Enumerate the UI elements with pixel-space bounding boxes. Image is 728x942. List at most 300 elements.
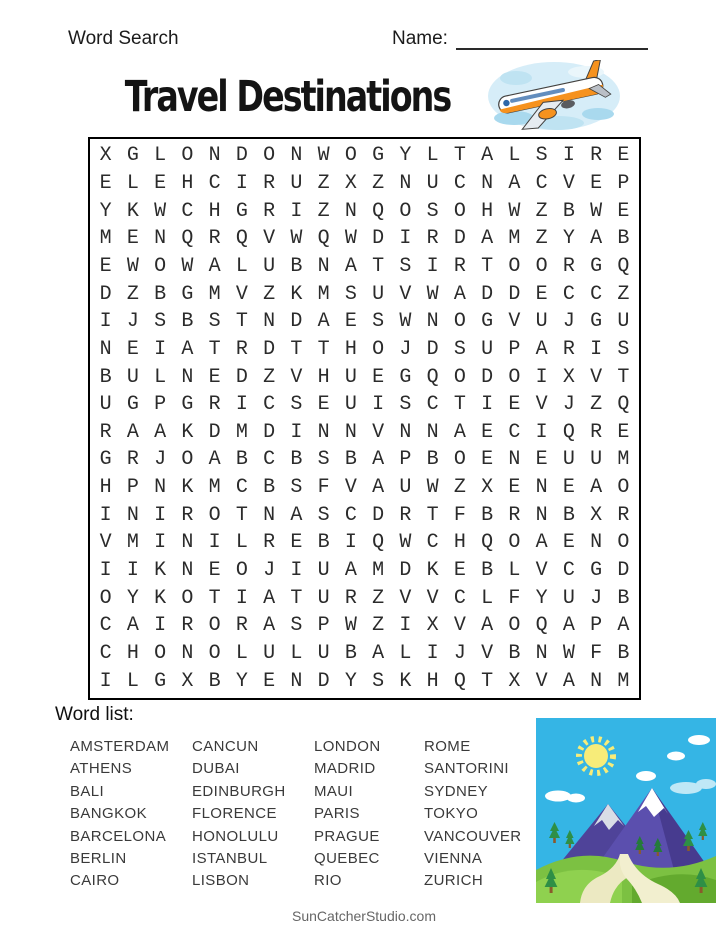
grid-letter: A	[344, 559, 357, 583]
grid-letter: C	[344, 503, 357, 527]
grid-letter: U	[263, 254, 276, 278]
grid-letter: N	[399, 171, 412, 195]
grid-letter: O	[344, 144, 357, 168]
grid-letter: H	[99, 476, 112, 500]
grid-letter: E	[317, 393, 330, 417]
grid-letter: C	[208, 171, 221, 195]
grid-letter: K	[399, 669, 412, 693]
worksheet-type-label: Word Search	[68, 28, 179, 49]
grid-letter: B	[344, 642, 357, 666]
grid-letter: N	[590, 531, 603, 555]
grid-letter: U	[263, 642, 276, 666]
grid-letter: C	[562, 282, 575, 306]
word-list-item: CANCUN	[192, 738, 259, 755]
grid-letter: O	[208, 614, 221, 638]
grid-letter: A	[372, 642, 385, 666]
grid-letter: A	[535, 337, 548, 361]
grid-letter: N	[181, 531, 194, 555]
word-list-item: MAUI	[314, 782, 354, 800]
grid-letter: E	[617, 199, 630, 223]
word-list-item: HONOLULU	[192, 827, 279, 845]
grid-letter: Q	[426, 365, 439, 389]
grid-letter: S	[617, 337, 630, 361]
grid-letter: W	[562, 642, 575, 666]
grid-letter: M	[208, 476, 221, 500]
grid-letter: J	[562, 393, 575, 417]
grid-letter: N	[426, 420, 439, 444]
grid-letter: F	[508, 586, 521, 610]
grid-letter: N	[317, 420, 330, 444]
grid-letter: N	[344, 199, 357, 223]
grid-letter: D	[317, 669, 330, 693]
grid-letter: E	[208, 559, 221, 583]
grid-letter: U	[344, 393, 357, 417]
grid-letter: R	[263, 171, 276, 195]
grid-letter: V	[535, 559, 548, 583]
grid-letter: B	[181, 310, 194, 334]
grid-letter: I	[399, 614, 412, 638]
grid-letter: M	[617, 448, 630, 472]
grid-letter: Z	[126, 282, 139, 306]
grid-letter: V	[372, 420, 385, 444]
grid-letter: J	[263, 559, 276, 583]
grid-letter: L	[154, 365, 167, 389]
grid-letter: V	[535, 393, 548, 417]
grid-letter: Z	[317, 171, 330, 195]
grid-letter: O	[181, 586, 194, 610]
grid-letter: S	[290, 476, 303, 500]
grid-letter: B	[154, 282, 167, 306]
grid-letter: C	[263, 448, 276, 472]
grid-letter: S	[344, 282, 357, 306]
mountain-landscape-illustration	[536, 718, 716, 903]
grid-letter: I	[562, 144, 575, 168]
word-list-item: SANTORINI	[424, 760, 510, 778]
grid-letter: H	[317, 365, 330, 389]
word-list-column	[70, 736, 169, 893]
letter-grid	[88, 137, 641, 700]
grid-letter: H	[344, 337, 357, 361]
grid-letter: W	[344, 227, 357, 251]
grid-letter: F	[590, 642, 603, 666]
grid-letter: V	[290, 365, 303, 389]
grid-letter: Q	[372, 199, 385, 223]
grid-letter: N	[426, 310, 439, 334]
grid-letter: N	[535, 503, 548, 527]
grid-letter: E	[562, 531, 575, 555]
grid-letter: N	[535, 476, 548, 500]
grid-letter: L	[426, 144, 439, 168]
grid-letter: R	[426, 227, 439, 251]
grid-letter: O	[99, 586, 112, 610]
grid-letter: C	[508, 420, 521, 444]
grid-letter: K	[181, 420, 194, 444]
grid-letter: X	[481, 476, 494, 500]
grid-letter: O	[263, 144, 276, 168]
grid-letter: Z	[372, 614, 385, 638]
grid-letter: W	[181, 254, 194, 278]
grid-letter: S	[208, 310, 221, 334]
grid-letter: V	[562, 171, 575, 195]
grid-letter: A	[290, 503, 303, 527]
grid-letter: Z	[453, 476, 466, 500]
grid-letter: C	[181, 199, 194, 223]
grid-letter: T	[453, 393, 466, 417]
grid-letter: E	[481, 420, 494, 444]
grid-letter: O	[453, 365, 466, 389]
grid-letter: B	[426, 448, 439, 472]
grid-letter: W	[154, 199, 167, 223]
grid-letter: I	[344, 531, 357, 555]
grid-letter: D	[481, 282, 494, 306]
grid-letter: Q	[481, 531, 494, 555]
grid-letter: V	[344, 476, 357, 500]
grid-letter: C	[235, 476, 248, 500]
grid-letter: O	[235, 559, 248, 583]
grid-letter: U	[317, 559, 330, 583]
grid-letter: T	[235, 503, 248, 527]
grid-letter: T	[481, 669, 494, 693]
grid-letter: H	[208, 199, 221, 223]
grid-letter: I	[426, 254, 439, 278]
grid-letter: R	[263, 531, 276, 555]
word-list-item: EDINBURGH	[192, 782, 286, 800]
word-list-item: LISBON	[192, 872, 250, 890]
grid-letter: W	[344, 614, 357, 638]
word-list-item: TOKYO	[424, 805, 479, 823]
grid-letter: C	[426, 393, 439, 417]
grid-letter: O	[508, 614, 521, 638]
grid-letter: R	[181, 614, 194, 638]
grid-letter: B	[562, 199, 575, 223]
grid-letter: U	[372, 282, 385, 306]
grid-letter: W	[426, 282, 439, 306]
word-list-item: PRAGUE	[314, 827, 380, 845]
grid-letter: A	[181, 337, 194, 361]
grid-letter: O	[535, 254, 548, 278]
grid-letter: I	[99, 669, 112, 693]
word-list-heading: Word list:	[55, 704, 134, 725]
grid-letter: V	[99, 531, 112, 555]
grid-letter: R	[562, 337, 575, 361]
grid-letter: B	[344, 448, 357, 472]
grid-letter: N	[317, 254, 330, 278]
word-list-item: ISTANBUL	[192, 850, 268, 868]
grid-letter: D	[372, 227, 385, 251]
grid-letter: X	[590, 503, 603, 527]
grid-letter: C	[99, 614, 112, 638]
grid-letter: G	[590, 310, 603, 334]
grid-letter: T	[290, 586, 303, 610]
grid-letter: P	[617, 171, 630, 195]
footer-credit: SunCatcherStudio.com	[292, 908, 436, 924]
grid-letter: Z	[372, 171, 385, 195]
grid-letter: E	[126, 227, 139, 251]
word-list-column	[192, 736, 286, 893]
name-blank-line	[456, 30, 648, 50]
grid-letter: D	[263, 420, 276, 444]
grid-letter: C	[453, 586, 466, 610]
grid-letter: D	[235, 144, 248, 168]
word-list-column	[424, 736, 522, 893]
grid-letter: Z	[535, 227, 548, 251]
grid-letter: B	[617, 227, 630, 251]
grid-letter: V	[481, 642, 494, 666]
grid-letter: N	[154, 476, 167, 500]
grid-letter: C	[99, 642, 112, 666]
grid-letter: X	[562, 365, 575, 389]
grid-letter: K	[290, 282, 303, 306]
grid-letter: U	[562, 448, 575, 472]
grid-letter: O	[154, 642, 167, 666]
grid-letter: T	[208, 337, 221, 361]
grid-letter: A	[208, 254, 221, 278]
grid-letter: S	[426, 199, 439, 223]
grid-letter: V	[263, 227, 276, 251]
grid-letter: M	[372, 559, 385, 583]
grid-letter: U	[590, 448, 603, 472]
grid-letter: B	[317, 531, 330, 555]
grid-letter: D	[290, 310, 303, 334]
grid-letter: U	[562, 586, 575, 610]
grid-letter: Z	[263, 282, 276, 306]
grid-letter: S	[290, 393, 303, 417]
word-list-item: ZURICH	[424, 872, 484, 890]
grid-letter: B	[481, 503, 494, 527]
word-list-item: SYDNEY	[424, 782, 489, 800]
grid-letter: O	[508, 254, 521, 278]
grid-letter: E	[99, 171, 112, 195]
grid-letter: N	[481, 171, 494, 195]
grid-letter: N	[290, 669, 303, 693]
grid-letter: H	[126, 642, 139, 666]
grid-letter: B	[617, 586, 630, 610]
grid-letter: E	[508, 393, 521, 417]
grid-letter: E	[208, 365, 221, 389]
grid-letter: Y	[99, 199, 112, 223]
grid-letter: T	[372, 254, 385, 278]
grid-letter: P	[317, 614, 330, 638]
grid-letter: D	[372, 503, 385, 527]
grid-letter: A	[481, 614, 494, 638]
grid-letter: G	[481, 310, 494, 334]
grid-letter: N	[181, 365, 194, 389]
word-list-item: BERLIN	[70, 850, 127, 868]
grid-letter: Q	[617, 393, 630, 417]
grid-letter: J	[590, 586, 603, 610]
grid-letter: X	[344, 171, 357, 195]
grid-letter: S	[535, 144, 548, 168]
grid-letter: X	[426, 614, 439, 638]
grid-letter: L	[235, 254, 248, 278]
grid-letter: T	[426, 503, 439, 527]
grid-letter: A	[372, 448, 385, 472]
grid-letter: I	[99, 559, 112, 583]
grid-letter: D	[508, 282, 521, 306]
grid-letter: D	[263, 337, 276, 361]
grid-letter: A	[154, 420, 167, 444]
word-list-column	[314, 736, 381, 893]
grid-letter: A	[126, 614, 139, 638]
grid-letter: Q	[372, 531, 385, 555]
grid-letter: N	[290, 144, 303, 168]
grid-letter: I	[426, 642, 439, 666]
grid-letter: V	[508, 310, 521, 334]
grid-letter: J	[154, 448, 167, 472]
grid-letter: S	[372, 310, 385, 334]
grid-letter: E	[372, 365, 385, 389]
word-list-item: FLORENCE	[192, 805, 277, 823]
grid-letter: G	[399, 365, 412, 389]
grid-letter: W	[290, 227, 303, 251]
grid-letter: A	[508, 171, 521, 195]
grid-letter: O	[154, 254, 167, 278]
grid-letter: G	[126, 144, 139, 168]
grid-letter: M	[235, 420, 248, 444]
grid-letter: Q	[181, 227, 194, 251]
grid-letter: Y	[399, 144, 412, 168]
grid-letter: O	[372, 337, 385, 361]
grid-letter: T	[317, 337, 330, 361]
word-list-item: AMSTERDAM	[70, 738, 170, 755]
grid-letter: R	[181, 503, 194, 527]
grid-letter: A	[263, 586, 276, 610]
grid-letter: N	[181, 642, 194, 666]
grid-letter: Y	[344, 669, 357, 693]
grid-letter: R	[562, 254, 575, 278]
grid-letter: E	[535, 448, 548, 472]
grid-letter: W	[399, 531, 412, 555]
grid-letter: O	[181, 448, 194, 472]
grid-letter: R	[617, 503, 630, 527]
grid-letter: R	[263, 199, 276, 223]
grid-letter: I	[290, 559, 303, 583]
grid-letter: E	[617, 144, 630, 168]
grid-letter: E	[590, 171, 603, 195]
grid-letter: O	[508, 531, 521, 555]
page-title: Travel Destinations	[124, 72, 451, 122]
grid-letter: U	[126, 365, 139, 389]
grid-letter: B	[562, 503, 575, 527]
grid-letter: G	[154, 669, 167, 693]
grid-letter: L	[508, 559, 521, 583]
grid-letter: T	[235, 310, 248, 334]
grid-letter: W	[590, 199, 603, 223]
grid-letter: D	[399, 559, 412, 583]
grid-letter: R	[235, 614, 248, 638]
grid-letter: Z	[317, 199, 330, 223]
word-list-item: ROME	[424, 738, 471, 755]
grid-letter: U	[399, 476, 412, 500]
grid-letter: L	[235, 642, 248, 666]
grid-letter: N	[263, 503, 276, 527]
grid-letter: X	[99, 144, 112, 168]
grid-letter: B	[508, 642, 521, 666]
grid-letter: R	[208, 227, 221, 251]
grid-letter: T	[481, 254, 494, 278]
grid-letter: A	[453, 282, 466, 306]
grid-letter: I	[99, 310, 112, 334]
grid-letter: H	[181, 171, 194, 195]
grid-letter: M	[508, 227, 521, 251]
grid-letter: T	[290, 337, 303, 361]
grid-letter: L	[126, 171, 139, 195]
grid-letter: Z	[590, 393, 603, 417]
grid-letter: O	[617, 476, 630, 500]
grid-letter: S	[290, 614, 303, 638]
grid-letter: C	[590, 282, 603, 306]
grid-letter: N	[399, 420, 412, 444]
grid-letter: E	[263, 669, 276, 693]
grid-letter: R	[208, 393, 221, 417]
grid-letter: P	[126, 476, 139, 500]
grid-letter: N	[181, 559, 194, 583]
grid-letter: H	[481, 199, 494, 223]
grid-letter: P	[508, 337, 521, 361]
grid-letter: O	[508, 365, 521, 389]
grid-letter: R	[508, 503, 521, 527]
grid-letter: A	[453, 420, 466, 444]
grid-letter: Q	[562, 420, 575, 444]
grid-letter: G	[590, 254, 603, 278]
grid-letter: S	[317, 503, 330, 527]
grid-letter: E	[99, 254, 112, 278]
word-list-item: CAIRO	[70, 872, 120, 890]
grid-letter: Y	[235, 669, 248, 693]
grid-letter: U	[535, 310, 548, 334]
grid-letter: I	[590, 337, 603, 361]
word-list-item: BARCELONA	[70, 827, 167, 845]
word-list-item: VIENNA	[424, 850, 483, 868]
grid-letter: X	[181, 669, 194, 693]
grid-letter: A	[208, 448, 221, 472]
grid-letter: M	[126, 531, 139, 555]
grid-letter: Y	[126, 586, 139, 610]
grid-letter: G	[590, 559, 603, 583]
grid-letter: O	[453, 199, 466, 223]
grid-letter: I	[235, 393, 248, 417]
grid-letter: L	[399, 642, 412, 666]
grid-letter: D	[453, 227, 466, 251]
grid-letter: Y	[562, 227, 575, 251]
grid-letter: J	[399, 337, 412, 361]
grid-letter: A	[126, 420, 139, 444]
word-list-item: BALI	[70, 782, 105, 800]
grid-letter: V	[453, 614, 466, 638]
grid-letter: E	[535, 282, 548, 306]
grid-letter: B	[290, 448, 303, 472]
grid-letter: M	[208, 282, 221, 306]
grid-letter: S	[317, 448, 330, 472]
grid-letter: I	[535, 365, 548, 389]
grid-letter: K	[426, 559, 439, 583]
word-list-item: PARIS	[314, 805, 360, 823]
grid-letter: Q	[317, 227, 330, 251]
grid-letter: D	[208, 420, 221, 444]
grid-letter: R	[235, 337, 248, 361]
grid-letter: S	[372, 669, 385, 693]
grid-letter: O	[399, 199, 412, 223]
grid-letter: R	[126, 448, 139, 472]
word-list-item: VANCOUVER	[424, 827, 522, 845]
grid-letter: C	[263, 393, 276, 417]
grid-letter: F	[453, 503, 466, 527]
grid-letter: R	[453, 254, 466, 278]
grid-letter: O	[453, 310, 466, 334]
grid-letter: E	[481, 448, 494, 472]
grid-letter: M	[317, 282, 330, 306]
grid-letter: L	[235, 531, 248, 555]
